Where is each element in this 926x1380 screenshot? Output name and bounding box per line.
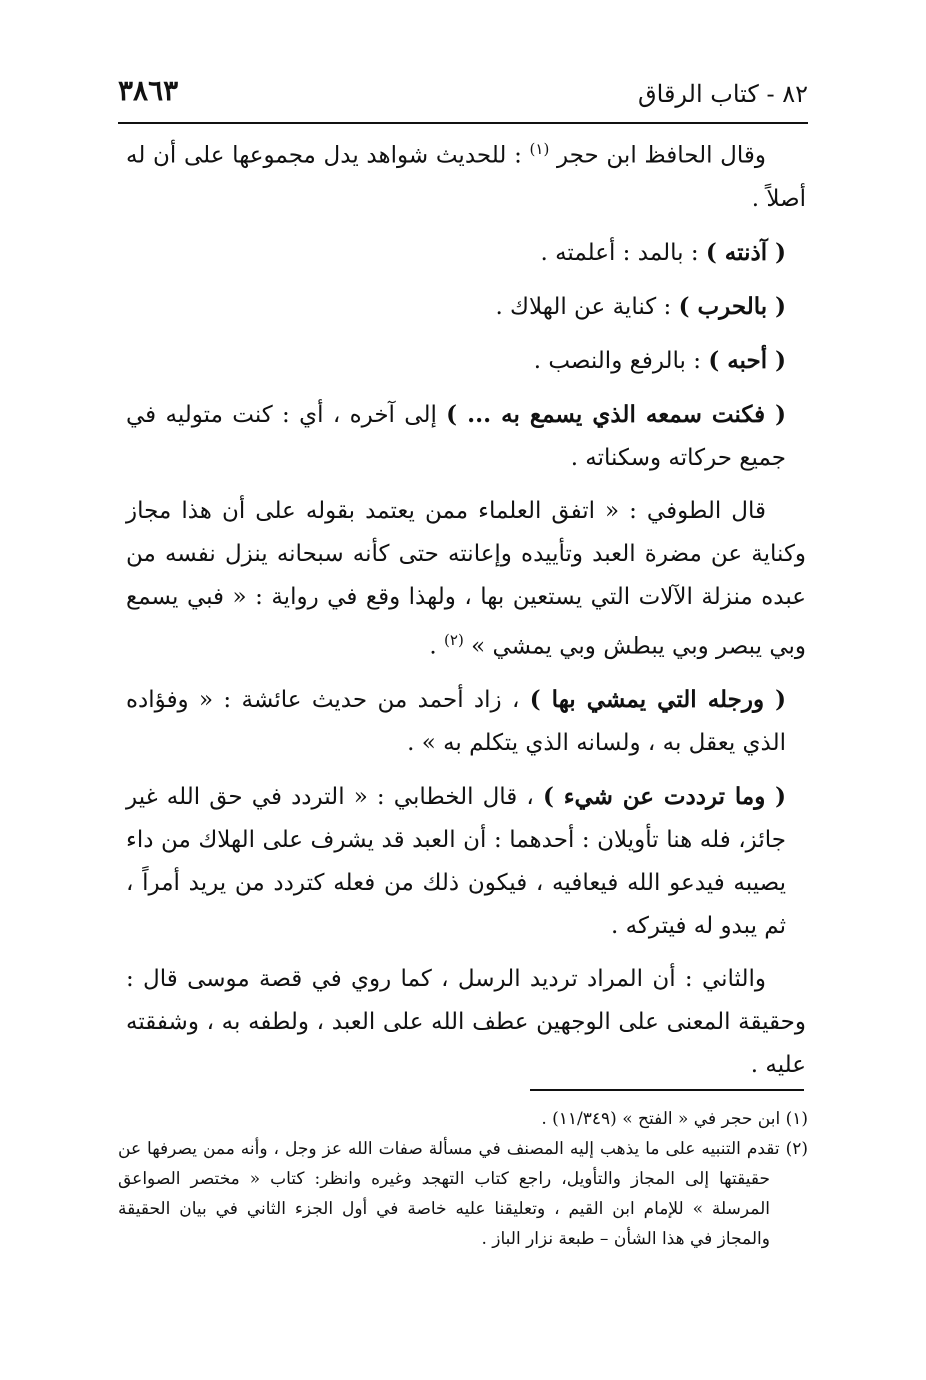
paragraph-tufi (126, 490, 806, 669)
definition-text: : كناية عن الهلاك . (495, 293, 679, 320)
definition-term: ( وما ترددت عن شيء ) (542, 783, 787, 811)
page-header (118, 74, 808, 124)
definition-adhantuhu (126, 231, 806, 275)
definition-samahu (126, 393, 806, 480)
definition-term: ( ورجله التي يمشي بها ) (529, 686, 786, 714)
definition-term: ( أحبه ) (708, 346, 786, 374)
definition-text: : بالمد : أعلمته . (540, 239, 706, 266)
definition-text: ، قال الخطابي : « التردد في حق الله غير جائز، فله هنا تأويلان : أحدهما : أن العبد قد يشرف على الهلاك من داء يصيبه فيدعو الله فيعافيه ، فيكون ذلك من فعله كتردد من يريد أمراً ، ثم يبدو له فيتركه . (126, 784, 786, 940)
footnote-1: (١) ابن حجر في « الفتح » (١١/٣٤٩) . (541, 1109, 808, 1129)
paragraph-text: قال الطوفي : « اتفق العلماء ممن يعتمد بقوله على أن هذا مجاز وكناية عن مضرة العبد وتأييده وإعانته حتى كأنه سبحانه ينزل نفسه من عبده منزلة الآلات التي يستعين بها ، ولهذا وقع في رواية : « فبي يسمع وبي يبصر وبي يبطش وبي يمشي » (126, 497, 806, 660)
chapter-title: ٨٢ - كتاب الرقاق (638, 80, 808, 108)
definition-rijluhu (126, 678, 806, 765)
definition-taraddadtu (126, 775, 806, 948)
footnotes (118, 1104, 808, 1254)
paragraph-second-interpretation (126, 958, 806, 1087)
footnote-2: (٢) تقدم التنبيه على ما يذهب إليه المصنف في مسألة صفات الله عز وجل ، وأنه ممن يصرفها عن حقيقتها إلى المجاز والتأويل، راجع كتاب التهجد وغيره وانظر: كتاب « مختصر الصواعق المرسلة » للإمام ابن القيم ، وتعليقنا عليه خاصة في أول الجزء الثاني في بيان الحقيقة والمجاز في هذا الشأن – طبعة نزار الباز . (118, 1139, 808, 1249)
footnote-ref-2: (٢) (444, 630, 464, 649)
paragraph-ibn-hajar (126, 128, 806, 221)
paragraph-text: والثاني : أن المراد ترديد الرسل ، كما روي في قصة موسى قال : وحقيقة المعنى على الوجهين عطف الله على العبد ، ولطفه به ، وشفقته عليه . (126, 966, 806, 1079)
definition-text: : بالرفع والنصب . (533, 347, 709, 374)
footnote-separator (530, 1089, 804, 1091)
definition-term: ( بالحرب ) (678, 292, 786, 320)
definition-term: ( آذنته ) (705, 238, 786, 266)
main-text (126, 128, 806, 1097)
paragraph-text: : للحديث شواهد يدل مجموعها على أن له أصلاً . (126, 142, 806, 212)
definition-bilharb (126, 285, 806, 329)
paragraph-text: . (429, 633, 445, 660)
definition-uhibbuhu (126, 339, 806, 383)
definition-text: إلى آخره ، أي : كنت متوليه في جميع حركاته وسكناته . (126, 401, 786, 471)
footnote-ref-1: (١) (529, 140, 550, 158)
definition-term: ( فكنت سمعه الذي يسمع به ... ) (446, 400, 787, 428)
paragraph-text: وقال الحافظ ابن حجر (549, 142, 766, 169)
definition-text: ، زاد أحمد من حديث عائشة : « وفؤاده الذي يعقل به ، ولسانه الذي يتكلم به » . (126, 687, 786, 757)
page-number: ٣٨٦٣ (118, 74, 179, 107)
